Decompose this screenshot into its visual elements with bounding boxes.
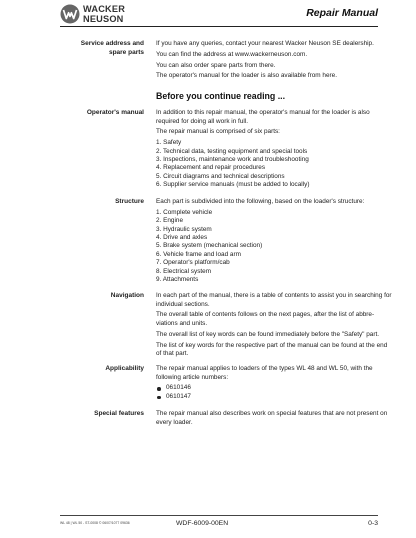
label-service-line-2: spare parts	[108, 48, 144, 56]
list-item: 8. Electrical system	[156, 267, 212, 275]
navigation-paragraph: In each part of the manual, there is a table of contents to assist you in searching for individual sections.	[156, 292, 392, 308]
brand-line-1: WACKER	[83, 4, 126, 14]
list-item: 6. Vehicle frame and load arm	[156, 250, 241, 258]
service-paragraph: If you have any queries, contact your nearest Wacker Neuson SE dealership.	[156, 40, 374, 47]
page-number: 0-3	[368, 520, 378, 527]
list-item: 7. Operator's platform/cab	[156, 259, 230, 267]
navigation-paragraph: The list of key words for the respective part of the manual can be found at the end of that part.	[156, 341, 388, 358]
brand-name	[83, 5, 125, 24]
header-rule	[60, 26, 378, 27]
list-item: 1. Safety	[156, 139, 182, 147]
list-item	[156, 384, 392, 392]
label-service-address	[34, 40, 144, 58]
label-special-features: Special features	[94, 410, 144, 417]
list-item: 5. Brake system (mechanical section)	[156, 242, 263, 250]
service-paragraph: You can also order spare parts from there.	[156, 61, 276, 69]
operators-manual-lead: The repair manual is comprised of six parts:	[156, 128, 280, 136]
manual-parts-list	[156, 139, 392, 189]
article-number: 0610146	[166, 384, 191, 392]
operators-manual-intro: In addition to this repair manual, the operator's manual for the loader is also required for doing all work in full.	[156, 109, 370, 125]
article-number: 0610147	[166, 392, 191, 400]
list-item: 9. Attachments	[156, 276, 199, 284]
wacker-neuson-logo	[60, 4, 155, 26]
structure-list	[156, 209, 392, 285]
operators-manual-body	[156, 109, 392, 192]
footer-document-code: WL 48 | WL 50 - ST-0008 © 06/07/1077 09636	[60, 521, 130, 525]
special-features-body	[156, 410, 392, 429]
bullet-icon	[157, 387, 161, 391]
applicability-body	[156, 365, 392, 403]
navigation-paragraph: The overall list of key words can be found immediately before the "Safety" part.	[156, 330, 379, 338]
list-item: 2. Engine	[156, 217, 184, 225]
label-applicability: Applicability	[105, 365, 144, 372]
label-operators-manual: Operator's manual	[86, 109, 144, 116]
document-type: Repair Manual	[306, 7, 378, 19]
heading-before-reading: Before you continue reading ...	[156, 91, 286, 101]
label-structure: Structure	[115, 198, 144, 205]
list-item: 4. Drive and axles	[156, 234, 208, 241]
structure-intro: Each part is subdivided into the following, based on the loader's structure:	[156, 198, 365, 205]
list-item: 3. Hydraulic system	[156, 225, 212, 233]
list-item: 6. Supplier service manuals (must be added to locally)	[156, 181, 310, 189]
wacker-neuson-logo-icon	[60, 4, 80, 24]
list-item: 1. Complete vehicle	[156, 208, 213, 216]
label-service-line-1: Service address and	[80, 40, 144, 47]
brand-line-2: NEUSON	[83, 13, 124, 24]
navigation-paragraph: The overall table of contents follows on the next pages, after the list of abbre-viations and units.	[156, 311, 375, 327]
list-item: 4. Replacement and repair procedures	[156, 164, 266, 172]
article-number-list	[156, 384, 392, 401]
structure-body	[156, 198, 392, 286]
footer-document-number: WDF-6009-00EN	[176, 520, 229, 527]
page-footer	[0, 515, 416, 535]
special-features-paragraph: The repair manual also describes work on special features that are not present on every loader.	[156, 410, 388, 426]
list-item: 3. Inspections, maintenance work and troubleshooting	[156, 155, 309, 163]
service-paragraph: You can find the address at www.wackerneuson.com.	[156, 50, 308, 58]
navigation-body	[156, 292, 392, 361]
service-paragraph: The operator's manual for the loader is also available from here.	[156, 72, 337, 80]
label-navigation: Navigation	[110, 292, 144, 299]
applicability-intro: The repair manual applies to loaders of the types WL 48 and WL 50, with the following article numbers:	[156, 365, 373, 381]
page-header	[0, 0, 416, 30]
footer-rule	[60, 515, 378, 516]
bullet-icon	[157, 396, 161, 400]
list-item: 5. Circuit diagrams and technical descriptions	[156, 172, 285, 180]
list-item: 2. Technical data, testing equipment and special tools	[156, 147, 308, 155]
service-body	[156, 40, 392, 83]
list-item	[156, 393, 392, 401]
